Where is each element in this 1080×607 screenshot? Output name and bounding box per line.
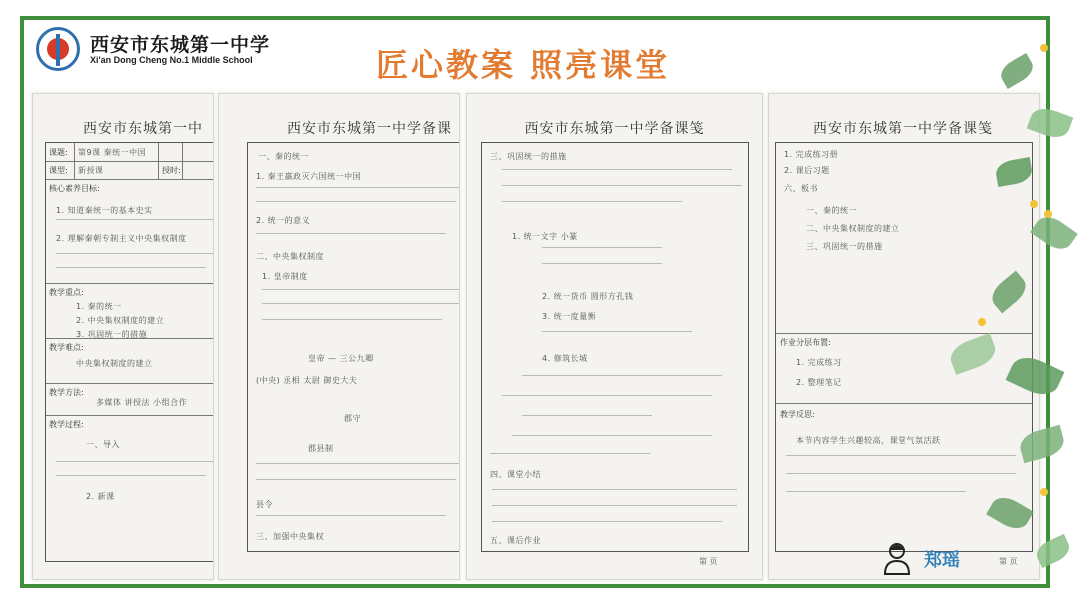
handwriting: 第9课 秦统一中国 bbox=[78, 148, 147, 157]
teacher-avatar-icon bbox=[882, 540, 912, 576]
label-method: 教学方法: bbox=[49, 388, 84, 397]
handwriting: 本节内容学生兴趣较高，课堂气氛活跃 bbox=[796, 436, 941, 445]
handwriting: 2. 整理笔记 bbox=[796, 378, 842, 387]
handwriting: 3. 巩固统一的措施 bbox=[76, 330, 148, 339]
label-type: 课型: bbox=[49, 166, 68, 175]
lesson-plan-page-2 bbox=[218, 93, 460, 580]
school-name-cn: 西安市东城第一中学 bbox=[90, 34, 271, 56]
label-reflection: 教学反思: bbox=[780, 410, 815, 419]
handwriting: 2. 课后习题 bbox=[784, 166, 830, 175]
handwriting: 1. 完成练习 bbox=[796, 358, 842, 367]
handwriting: 1. 完成练习册 bbox=[784, 150, 839, 159]
slogan-title: 匠心教案 照亮课堂 bbox=[376, 46, 671, 84]
handwriting: 二、中央集权制度 bbox=[256, 252, 324, 261]
handwriting: (中央) 丞相 太尉 御史大夫 bbox=[256, 376, 358, 385]
page-number-mark: 第 页 bbox=[999, 557, 1018, 566]
flower-decoration-icon bbox=[1040, 488, 1048, 496]
handwriting: 中央集权制度的建立 bbox=[76, 359, 153, 368]
label-subject: 课题: bbox=[49, 148, 68, 157]
page-title: 西安市东城第一中学备课笺 bbox=[524, 121, 705, 137]
handwriting: 六、板书 bbox=[784, 184, 818, 193]
handwriting: 2. 统一的意义 bbox=[256, 216, 311, 225]
plan-table bbox=[247, 142, 460, 552]
label-difficulty: 教学难点: bbox=[49, 343, 84, 352]
page-title: 西安市东城第一中学备课笺 bbox=[813, 121, 993, 137]
handwriting: 五、课后作业 bbox=[490, 536, 541, 545]
page-title: 西安市东城第一中 bbox=[83, 121, 203, 137]
teacher-name: 郑瑶 bbox=[924, 550, 960, 571]
page-title: 西安市东城第一中学备课 bbox=[287, 121, 452, 137]
handwriting: 郡守 bbox=[344, 414, 361, 423]
handwriting: 三、加强中央集权 bbox=[256, 532, 324, 541]
handwriting: 一、导入 bbox=[86, 440, 120, 449]
handwriting: 一、秦的统一 bbox=[806, 206, 857, 215]
handwriting: 2. 统一货币 圆形方孔钱 bbox=[542, 292, 634, 301]
handwriting: 2. 中央集权制度的建立 bbox=[76, 316, 165, 325]
handwriting: 1. 皇帝制度 bbox=[262, 272, 308, 281]
handwriting: 一、秦的统一 bbox=[258, 152, 309, 161]
school-name-en: Xi'an Dong Cheng No.1 Middle School bbox=[90, 55, 253, 65]
lesson-plan-page-3 bbox=[466, 93, 763, 580]
handwriting: 三、巩固统一的措施 bbox=[490, 152, 567, 161]
handwriting: 4. 修筑长城 bbox=[542, 354, 588, 363]
flower-decoration-icon bbox=[1044, 210, 1052, 218]
handwriting: 2. 新课 bbox=[86, 492, 115, 501]
handwriting: 郡县制 bbox=[308, 444, 334, 453]
handwriting: 3. 统一度量衡 bbox=[542, 312, 597, 321]
lesson-plan-page-1 bbox=[32, 93, 214, 580]
handwriting: 四、课堂小结 bbox=[490, 470, 541, 479]
handwriting: 皇帝 — 三公九卿 bbox=[308, 354, 374, 363]
flower-decoration-icon bbox=[1030, 200, 1038, 208]
page-number-mark: 第 页 bbox=[699, 557, 718, 566]
flower-decoration-icon bbox=[978, 318, 986, 326]
label-process: 教学过程: bbox=[49, 420, 84, 429]
handwriting: 新授课 bbox=[78, 166, 104, 175]
handwriting: 1. 秦王嬴政灭六国统一中国 bbox=[256, 172, 362, 181]
handwriting: 县令 bbox=[256, 500, 273, 509]
handwriting: 三、巩固统一的措施 bbox=[806, 242, 883, 251]
label-key: 教学重点: bbox=[49, 288, 84, 297]
label-date: 授时: bbox=[162, 166, 181, 175]
handwriting: 二、中央集权制度的建立 bbox=[806, 224, 900, 233]
plan-table bbox=[45, 142, 214, 562]
handwriting: 1. 知道秦统一的基本史实 bbox=[56, 206, 153, 215]
label-goal: 核心素养目标: bbox=[49, 184, 100, 193]
plan-table bbox=[481, 142, 749, 552]
handwriting: 2. 理解秦朝专制主义中央集权制度 bbox=[56, 234, 187, 243]
label-homework: 作业分层布置: bbox=[780, 338, 831, 347]
school-logo-icon bbox=[36, 27, 80, 71]
handwriting: 1. 秦的统一 bbox=[76, 302, 122, 311]
flower-decoration-icon bbox=[1040, 44, 1048, 52]
handwriting: 多媒体 讲授法 小组合作 bbox=[96, 398, 188, 407]
handwriting: 1. 统一文字 小篆 bbox=[512, 232, 578, 241]
